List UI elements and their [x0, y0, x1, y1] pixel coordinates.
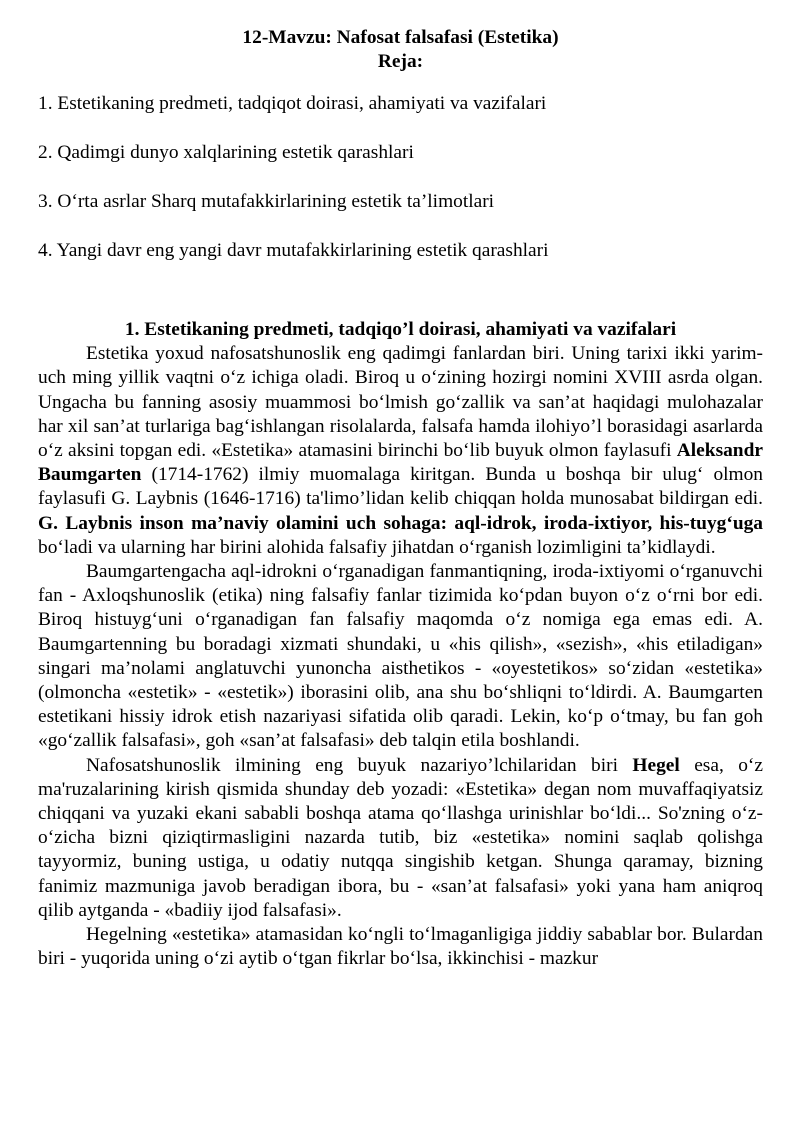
paragraph-1-text-d: bo‘ladi va ularning har birini alohida falsafiy jihatdan o‘rganish lozimligini ta’kidlaydi. — [38, 536, 716, 558]
paragraph-3 — [38, 754, 763, 923]
paragraph-4: Hegelning «estetika» atamasidan ko‘ngli to‘lmaganligiga jiddiy sabablar bor. Bulardan biri - yuqorida uning o‘zi aytib o‘tgan fikrlar bo‘lsa, ikkinchisi - mazkur — [38, 924, 763, 970]
document-title: 12-Mavzu: Nafosat falsafasi (Estetika) — [242, 27, 559, 48]
plan-item: 1. Estetikaning predmeti, tadqiqot doirasi, ahamiyati va vazifalari — [38, 93, 547, 115]
paragraph-1-bold-statement: G. Laybnis inson ma’naviy olamini uch sohaga: aql-idrok, iroda-ixtiyor, his-tuyg‘uga — [38, 512, 763, 534]
plan-item: 2. Qadimgi dunyo xalqlarining estetik qarashlari — [38, 142, 414, 164]
paragraph-1-text-c: (1714-1762) ilmiy muomalaga kiritgan. Bunda u boshqa bir ulug‘ olmon faylasufi G. Laybnis (1646-1716) ta'limo’lidan kelib chiqqan holda munosabat bildirgan edi. — [38, 464, 763, 510]
paragraph-1-bold-name: Aleksandr Baumgarten — [38, 440, 763, 486]
paragraph-3-bold-name: Hegel — [632, 754, 680, 776]
paragraph-2: Baumgartengacha aql-idrokni o‘rganadigan fanmantiqning, iroda-ixtiyomi o‘rganuvchi fan - Axloqshunoslik (etika) ning falsafiy fanlar tizimida ko‘pdan buyon o‘z o‘rni bor edi. Biroq histuyg‘uni o‘rganadigan fan falsafiy maqomda o‘z nomiga ega emas edi. A. Baumgartenning bu boradagi xizmati shundaki, u «his qilish», «sezish», «his etiladigan» singari ma’nolami anglatuvchi yunoncha aisthetikos - «oyestetikos» so‘zidan «estetika» (olmoncha «estetik» - «estetik») iborasini olib, ana shu bo‘shliqni to‘ldirdi. A. Baumgarten estetikani hissiy idrok etish nazariyasi sifatida olib qaradi. Lekin, ko‘p o‘tmay, bu fan goh «go‘zallik falsafasi», goh «san’at falsafasi» deb talqin etila boshlandi. — [38, 561, 763, 752]
plan-item: 4. Yangi davr eng yangi davr mutafakkirlarining estetik qarashlari — [38, 239, 549, 261]
paragraph-1 — [38, 342, 763, 560]
plan-item: 3. O‘rta asrlar Sharq mutafakkirlarining estetik ta’limotlari — [38, 191, 495, 212]
plan-list — [38, 92, 763, 263]
plan-heading: Reja: — [377, 51, 424, 73]
section-heading: 1. Estetikaning predmeti, tadqiqo’l doirasi, ahamiyati va vazifalari — [124, 319, 677, 340]
paragraph-3-text-c: esa, o‘z ma'ruzalarining kirish qismida shunday deb yozadi: «Estetika» degan nom muvaffaqiyatsiz chiqqani va yuzaki ekani sababli boshqa atama qo‘llashga urinishlar bo‘ldi... So'zning o‘z-o‘zicha bizni qiziqtirmasligini nazarda tutib, biz «estetika» nomini saqlab qolishga tayyormiz, buning ustiga, u odatiy nutqqa singishib ketgan. Shunga qaramay, bizning fanimiz mazmuniga javob beradigan ibora, bu - «san’at falsafasi» yoki yana ham aniqroq qilib aytganda - «badiiy ijod falsafasi». — [38, 754, 763, 921]
paragraph-3-text-a: Nafosatshunoslik ilmining eng buyuk nazariyo’lchilaridan biri — [86, 754, 618, 776]
paragraph-1-text-a: Estetika yoxud nafosatshunoslik eng qadimgi fanlardan biri. Uning tarixi ikki yarim-uch ming yillik vaqtni o‘z ichiga oladi. Biroq u o‘zining hozirgi nomini XVIII asrda olgan. Ungacha bu fanning asosiy muammosi bo‘lmish go‘zallik va san’at haqidagi mulohazalar har xil san’at turlariga bag‘ishlangan risolalarda, falsafa hamda ilohiyo’l borasidagi asarlarda o‘z aksini topgan edi. «Estetika» atamasini birinchi bo‘lib buyuk olmon faylasufi — [38, 343, 763, 462]
